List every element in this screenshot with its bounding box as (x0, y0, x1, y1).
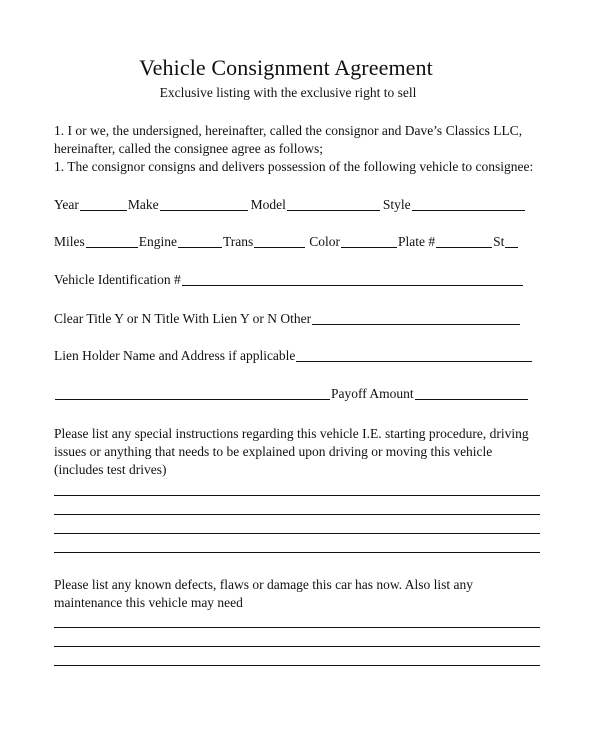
trans-label: Trans (223, 234, 254, 249)
year-label: Year (54, 197, 79, 212)
vin-field[interactable] (182, 275, 523, 286)
miles-field[interactable] (86, 237, 138, 248)
document-subtitle: Exclusive listing with the exclusive right to sell (159, 85, 417, 100)
state-label: St (493, 234, 505, 249)
plate-field[interactable] (436, 237, 492, 248)
instructions-line-field-2[interactable] (54, 514, 540, 515)
title-other-field[interactable] (312, 314, 520, 325)
plate-label: Plate # (398, 234, 436, 249)
trans-field[interactable] (254, 237, 305, 248)
defects-line-field-1[interactable] (54, 627, 540, 628)
vin-row (54, 273, 524, 287)
color-label: Color (309, 234, 341, 249)
instructions-line-3: (includes test drives) (54, 462, 167, 477)
defects-line-field-2[interactable] (54, 646, 540, 647)
state-field[interactable] (505, 237, 518, 248)
intro-paragraph (54, 122, 533, 176)
payoff-label: Payoff Amount (331, 386, 414, 401)
vin-label: Vehicle Identification # (54, 272, 181, 287)
instructions-line-2: issues or anything that needs to be explained upon driving or moving this vehicle (54, 444, 493, 459)
engine-field[interactable] (178, 237, 222, 248)
year-field[interactable] (80, 200, 127, 211)
model-label: Model (250, 197, 286, 212)
instructions-line-field-4[interactable] (54, 552, 540, 553)
instructions-line-field-3[interactable] (54, 533, 540, 534)
payoff-field[interactable] (415, 389, 528, 400)
lien-address-field[interactable] (55, 389, 330, 400)
model-field[interactable] (287, 200, 380, 211)
engine-label: Engine (138, 234, 178, 249)
defects-line-1: Please list any known defects, flaws or damage this car has now. Also list any (54, 577, 474, 592)
color-field[interactable] (341, 237, 397, 248)
style-label: Style (382, 197, 411, 212)
defects-line-2: maintenance this vehicle may need (54, 595, 243, 610)
defects-paragraph (54, 576, 473, 612)
lien-holder-field[interactable] (296, 351, 532, 362)
instructions-paragraph (54, 425, 529, 479)
intro-line-2: hereinafter, called the consignee agree as follows; (54, 141, 323, 156)
lien-holder-row (54, 349, 533, 363)
make-label: Make (127, 197, 159, 212)
style-field[interactable] (412, 200, 525, 211)
make-field[interactable] (160, 200, 248, 211)
payoff-row (54, 387, 529, 401)
document-title: Vehicle Consignment Agreement (139, 55, 433, 80)
defects-line-field-3[interactable] (54, 665, 540, 666)
intro-line-1: 1. I or we, the undersigned, hereinafter, called the consignor and Dave’s Classics LLC, (54, 123, 523, 138)
vehicle-basics-row (54, 198, 526, 212)
miles-label: Miles (54, 234, 85, 249)
vehicle-details-row (54, 235, 519, 249)
intro-line-3: 1. The consignor consigns and delivers possession of the following vehicle to consignee: (54, 159, 534, 174)
instructions-line-1: Please list any special instructions regarding this vehicle I.E. starting procedure, driving (54, 426, 529, 441)
instructions-line-field-1[interactable] (54, 495, 540, 496)
title-status-row (54, 312, 521, 326)
lien-holder-label: Lien Holder Name and Address if applicable (54, 348, 296, 363)
title-status-label: Clear Title Y or N Title With Lien Y or N Other (54, 311, 312, 326)
